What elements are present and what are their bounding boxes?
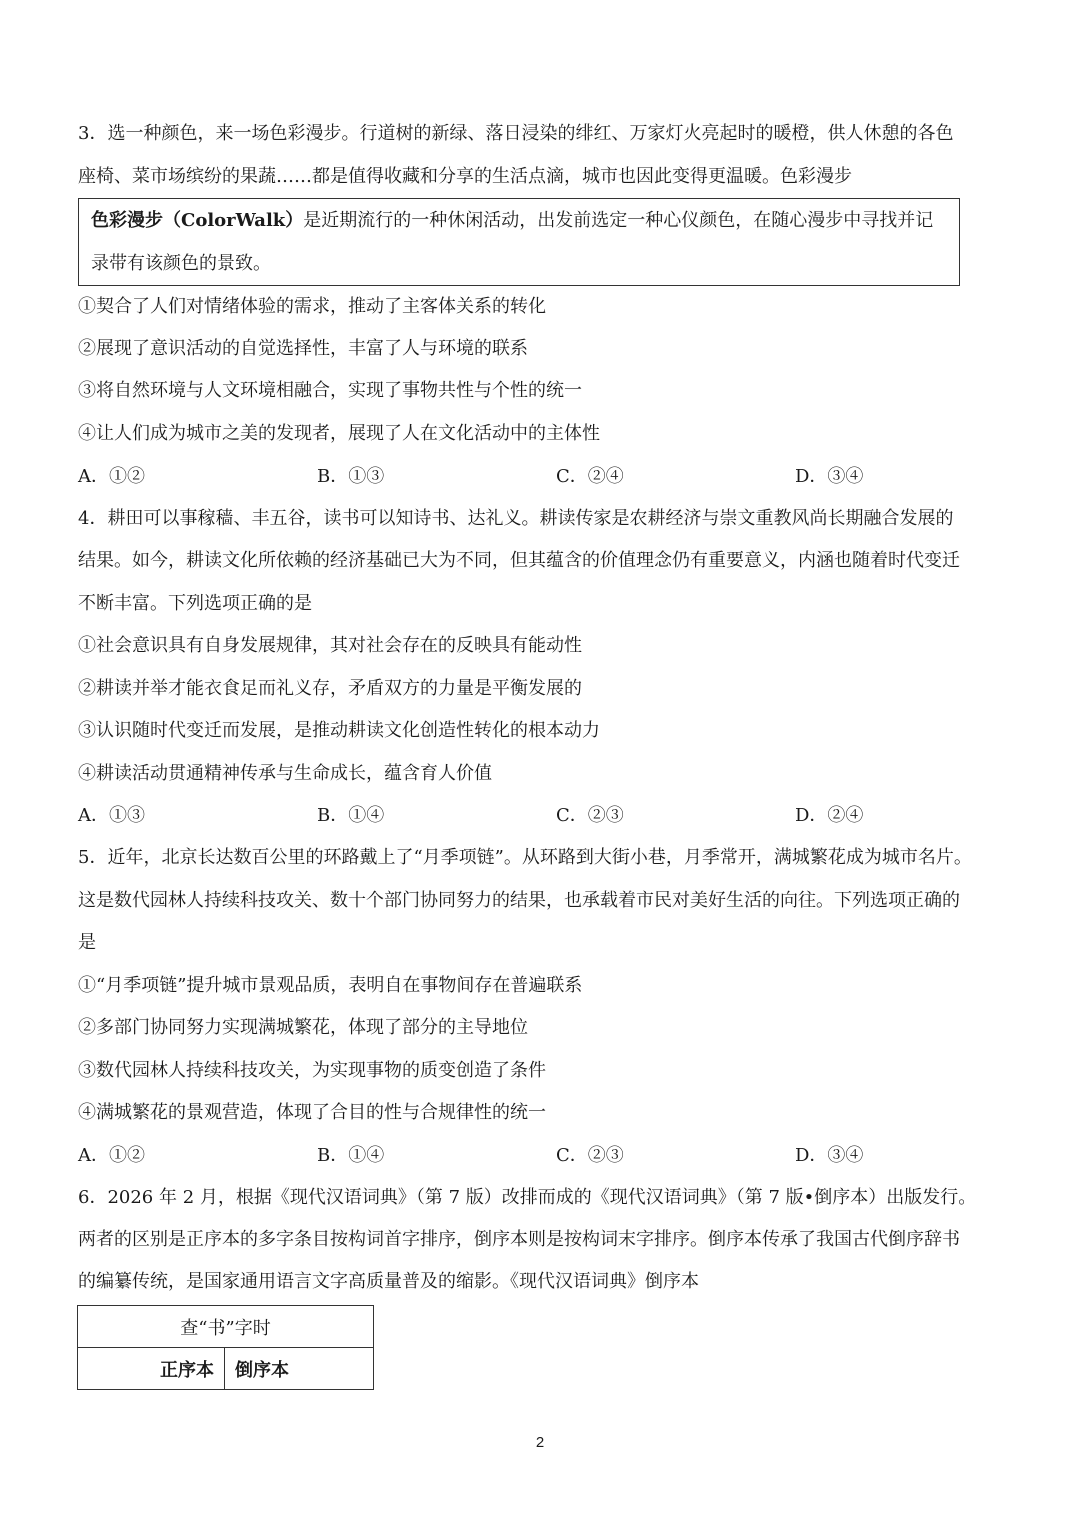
q3-stem-line-1: 3．选一种颜色，来一场色彩漫步。行道树的新绿、落日浸染的绯红、万家灯火亮起时的暖橙，供人休憩的各色 [78,123,954,144]
q6-stem-line-3: 的编纂传统，是国家通用语言文字高质量普及的缩影。《现代汉语词典》倒序本 [78,1271,699,1292]
q4-stem-line-3: 不断丰富。下列选项正确的是 [78,593,312,614]
q4-option-b[interactable]: B．①④ [317,805,385,826]
q3-option-a[interactable]: A．①② [78,466,145,487]
q3-box-line-1 [91,209,933,233]
q6-comparison-table [77,1305,374,1390]
q4-item-4: ④耕读活动贯通精神传承与生命成长，蕴含育人价值 [78,763,492,784]
q5-option-b[interactable]: B．①④ [317,1145,385,1166]
q4-stem-line-2: 结果。如今，耕读文化所依赖的经济基础已大为不同，但其蕴含的价值理念仍有重要意义，内涵也随着时代变迁 [78,550,960,571]
q3-option-c[interactable]: C．②④ [556,466,624,487]
q6-stem-line-2: 两者的区别是正序本的多字条目按构词首字排序，倒序本则是按构词末字排序。倒序本传承了我国古代倒序辞书 [78,1229,960,1250]
q3-box-definition: 是近期流行的一种休闲活动，出发前选定一种心仪颜色，在随心漫步中寻找并记 [303,210,934,231]
page-number: 2 [535,1434,545,1451]
q4-item-1: ①社会意识具有自身发展规律，其对社会存在的反映具有能动性 [78,635,582,656]
q4-option-d[interactable]: D．②④ [795,805,864,826]
q4-item-2: ②耕读并举才能衣食足而礼义存，矛盾双方的力量是平衡发展的 [78,678,582,699]
q5-option-a[interactable]: A．①② [78,1145,145,1166]
q4-stem-line-1: 4．耕田可以事稼穑、丰五谷，读书可以知诗书、达礼义。耕读传家是农耕经济与崇文重教风尚长期融合发展的 [78,508,954,529]
q4-option-a[interactable]: A．①③ [78,805,145,826]
q3-item-3: ③将自然环境与人文环境相融合，实现了事物共性与个性的统一 [78,380,582,401]
table-header-cell: 查“书”字时 [78,1306,374,1348]
q3-box-term: 色彩漫步（ColorWalk） [91,210,304,231]
q5-item-2: ②多部门协同努力实现满城繁花，体现了部分的主导地位 [78,1017,528,1038]
q5-item-3: ③数代园林人持续科技攻关，为实现事物的质变创造了条件 [78,1060,546,1081]
q6-stem-line-1: 6．2026 年 2 月，根据《现代汉语词典》（第 7 版）改排而成的《现代汉语词典》（第 7 版•倒序本）出版发行。 [78,1187,977,1208]
q3-option-b[interactable]: B．①③ [317,466,385,487]
q3-item-4: ④让人们成为城市之美的发现者，展现了人在文化活动中的主体性 [78,423,600,444]
table-row [78,1348,374,1390]
q5-stem-line-1: 5．近年，北京长达数百公里的环路戴上了“月季项链”。从环路到大街小巷，月季常开，满城繁花成为城市名片。 [78,847,972,868]
q4-option-c[interactable]: C．②③ [556,805,624,826]
table-header-row [78,1306,374,1348]
q3-definition-box [78,198,960,286]
q3-item-2: ②展现了意识活动的自觉选择性，丰富了人与环境的联系 [78,338,528,359]
table-cell-reverse-order: 倒序本 [225,1348,374,1390]
q3-box-line-2: 录带有该颜色的景致。 [91,253,271,274]
q3-stem-line-2: 座椅、菜市场缤纷的果蔬……都是值得收藏和分享的生活点滴，城市也因此变得更温暖。色彩漫步 [78,166,852,187]
table-cell-forward-order: 正序本 [78,1348,225,1390]
q3-item-1: ①契合了人们对情绪体验的需求，推动了主客体关系的转化 [78,296,546,317]
q5-item-1: ①“月季项链”提升城市景观品质，表明自在事物间存在普遍联系 [78,975,583,996]
q5-option-c[interactable]: C．②③ [556,1145,624,1166]
q5-stem-line-3: 是 [78,932,96,953]
q5-option-d[interactable]: D．③④ [795,1145,864,1166]
q4-item-3: ③认识随时代变迁而发展，是推动耕读文化创造性转化的根本动力 [78,720,600,741]
q5-item-4: ④满城繁花的景观营造，体现了合目的性与合规律性的统一 [78,1102,546,1123]
q5-stem-line-2: 这是数代园林人持续科技攻关、数十个部门协同努力的结果，也承载着市民对美好生活的向往。下列选项正确的 [78,890,960,911]
q3-option-d[interactable]: D．③④ [795,466,864,487]
